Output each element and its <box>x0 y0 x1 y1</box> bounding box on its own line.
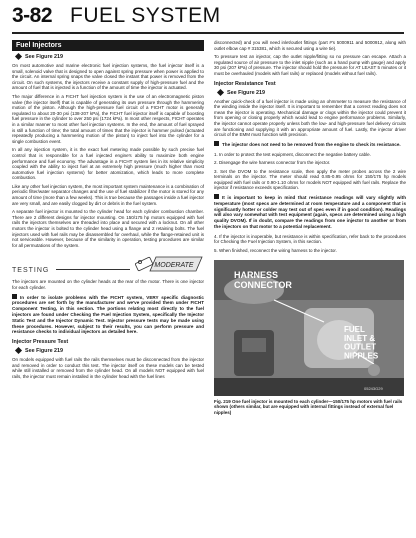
square-bullet-icon <box>12 294 17 299</box>
paragraph: Another quick-check of a fuel injector is made using an ohmmeter to measure the resistance of the winding inside the injector itself. It is important to remember that a correct reading does not mean the injector is operating. Mechanical damage or clogs within the injector could prevent it from opening or closing properly which would lead to engine performance problems. Similarly, the injector cannot operate properly unless both the low- and high-pressure fuel delivery circuits are functioning and supplying it with an appropriate amount of fuel. Lastly, the injector driver circuit of the EMM must function with precision. <box>214 98 406 138</box>
engine-photo-illustration <box>214 260 404 396</box>
paragraph: 2. Disengage the wire harness connector from the injector. <box>214 160 331 166</box>
paragraph: 4. If the injector is inoperable, but resistance is within specification, refer back to the procedures for Checking the Fuel Injection System, in this section. <box>214 233 406 245</box>
right-column <box>214 40 406 415</box>
figure-caption: Fig. 219 One fuel injector is mounted to each cylinder—150/175 hp motors with fuel rails shown (others similar, but are equipped with internal fittings instead of external fuel nipples) <box>214 398 403 415</box>
paragraph: The major difference in a FICHT fuel injection system is the use of an electromagnetic piston valve (the injector itself) that is capable of generating its own pressure through the hammering motion of the piston. Although the high-pressure fuel circuit of a FICHT motor is generally regulated to about 20-30 psi (138-207 kPa), the FICHT fuel injector itself is capable of boosting fuel pressure in the cylinder to over 250 psi (1724 kPa). In most other respects, FICHT operates in a similar manner to most other fuel injection systems. In the end, the amount of fuel sprayed is still a function of time; the total amount of times that the injector is hammer pulsed (actuated repeatedly producing a hammering motion of the piston) to inject fuel into the cylinder for a single combustion event. <box>12 93 204 144</box>
see-figure-ref: See Figure 219 <box>218 90 406 97</box>
note-block: In order to isolate problems with the FICHT system, VERY specific diagnostic procedures are set forth by the manufacturer and we've provided them under FICHT Component Testing, in this section. The portions relating most directly to the fuel injectors are found under Checking the Fuel Injection System, specifically the Injector Static Test and the Injector Dynamic Test. Injector pressure tests may be made using these procedures. However, subject to their results, you can perform pressure and resistance checks to individual injectors as detailed here. <box>12 294 204 335</box>
page-header <box>12 2 404 34</box>
figure-photo <box>214 260 404 396</box>
photo-label-harness: HARNESS CONNECTOR <box>234 269 292 290</box>
diamond-bullet-icon <box>217 89 224 96</box>
page-title: FUEL SYSTEM <box>70 4 221 27</box>
note-block: It is important to keep in mind that resistance readings will vary slightly with temperature (most specs are determined at room temperature and a component that is significantly hotter or colder may test out of spec even if in good condition). Readings will also vary somewhat with test equipment (again, specs are determined using a high quality DVOM). If in doubt, compare the readings from one injector to another or from the injectors on that motor to a potential replacement. <box>214 195 406 230</box>
subheading-resistance-test: Injector Resistance Test <box>214 80 276 87</box>
square-bullet-icon <box>214 194 219 199</box>
paragraph: To pressure test an injector, cap the outlet nipple/fitting so no pressure can escape. Attach a regulated source of air pressure to the inlet nipple (such as a hand pump with gauge) and apply 30 psi (207 kPa) of pressure. The injector should hold the pressure for AT LEAST 5 minutes or it must be overhauled (models with fuel rails) or replaced (models without fuel rails). <box>214 54 406 76</box>
paragraph: On models equipped with fuel rails the rails themselves must be disconnected from the injector and removed in order to conduct this test. The injector itself on these models can be tested while still installed or removed from the cylinder head. On all models NOT equipped with fuel rails, the injector must remain installed in the cylinder head with the fuel lines <box>12 357 204 379</box>
see-figure-ref: See Figure 219 <box>16 348 204 355</box>
paragraph: 3. Set the DVOM to the resistance scale, then apply the meter probes across the 2 wire terminals on the injector. The meter should read 0.85-0.95 ohms for 150/175 hp models equipped with fuel rails or 0.90-1.10 ohms for models NOT equipped with fuel rails. Replace the injector if resistance exceeds specification. <box>214 168 406 191</box>
paragraph: 5. When finished, reconnect the wiring harness to the injector. <box>214 248 337 254</box>
photo-label-nipples: FUEL INLET & OUTLET NIPPLES <box>344 324 379 361</box>
section-title-fuel-injectors: Fuel Injectors <box>12 40 204 51</box>
difficulty-rating-icon <box>134 253 204 275</box>
subheading-pressure-test: Injector Pressure Test <box>12 339 69 346</box>
paragraph: A separate fuel injector is mounted to the cylinder head for each cylinder combustion chamber. There are 2 different designs for injector mounting. On 150/175 hp motors equipped with fuel rails the injectors themselves are threaded into place and secured with a locknut. On all other motors the injector is bolted to the cylinder head using a flange and 2 retaining bolts. The fuel injectors used with fuel rails may be disassembled for overhaul, while the flange-retained unit is not serviceable. However, because of the similarity in operation, testing procedures are similar for all permutations of the system. <box>12 209 204 248</box>
paragraph: On most automotive and marine electronic fuel injection systems, the fuel injector itself is a small, solenoid valve that is designed to open against spring pressure when power is applied to the circuit. An internal spring snaps the valve closed the instant that power is removed from the circuit. On such systems, the injectors receive a constant supply of high-pressure fuel and the amount of fuel that is injected is a function of the amount of time the injector is actuated. <box>12 63 204 91</box>
paragraph: 1. In order to protect the test equipment, disconnect the negative battery cable. <box>214 151 371 157</box>
paragraph: The injectors are mounted on the cylinder heads at the rear of the motor. There is one injector for each cylinder. <box>12 279 204 290</box>
paragraph: disconnected) and you will need inlet/outlet fittings (part #'s 5000911 and 5000912, along with outlet elbow cap # 315381, which is secured using a wire tie). <box>214 40 406 51</box>
difficulty-label: MODERATE <box>154 262 194 270</box>
testing-banner <box>12 251 204 275</box>
square-bullet-icon <box>214 141 219 146</box>
see-figure-ref: See Figure 219 <box>16 54 204 61</box>
divider <box>56 269 130 270</box>
paragraph: Like any other fuel injection system, the most important system maintenance is a combination of periodic filter/water separator changes and the use of fuel stabilizer if the motor is stored for any amount of time (more than a few weeks). This is true because the passages inside a fuel injector are very small, and are easily clogged by dirt or debris in the fuel system. <box>12 183 205 206</box>
note-block: The injector does not need to be removed from the engine to check its resistance. <box>214 141 406 148</box>
testing-label: TESTING <box>12 266 50 274</box>
diamond-bullet-icon <box>15 347 22 354</box>
diamond-bullet-icon <box>15 53 22 60</box>
left-column <box>12 40 204 383</box>
paragraph: In all any injection system, it is the exact fuel metering made possible by such precise fuel control that is responsible for a fuel injected engine's ability to maximize both engine performance and fuel economy. The advantage in a FICHT system lies in its relative simplicity coupled with the ability to inject fuel at an extremely high pressure (much higher than most automotive fuel injection systems) for better atomization, which leads to more complete combustion. <box>12 147 204 181</box>
photo-code: 05243G29 <box>364 385 383 391</box>
page-number: 3-82 <box>12 4 53 27</box>
